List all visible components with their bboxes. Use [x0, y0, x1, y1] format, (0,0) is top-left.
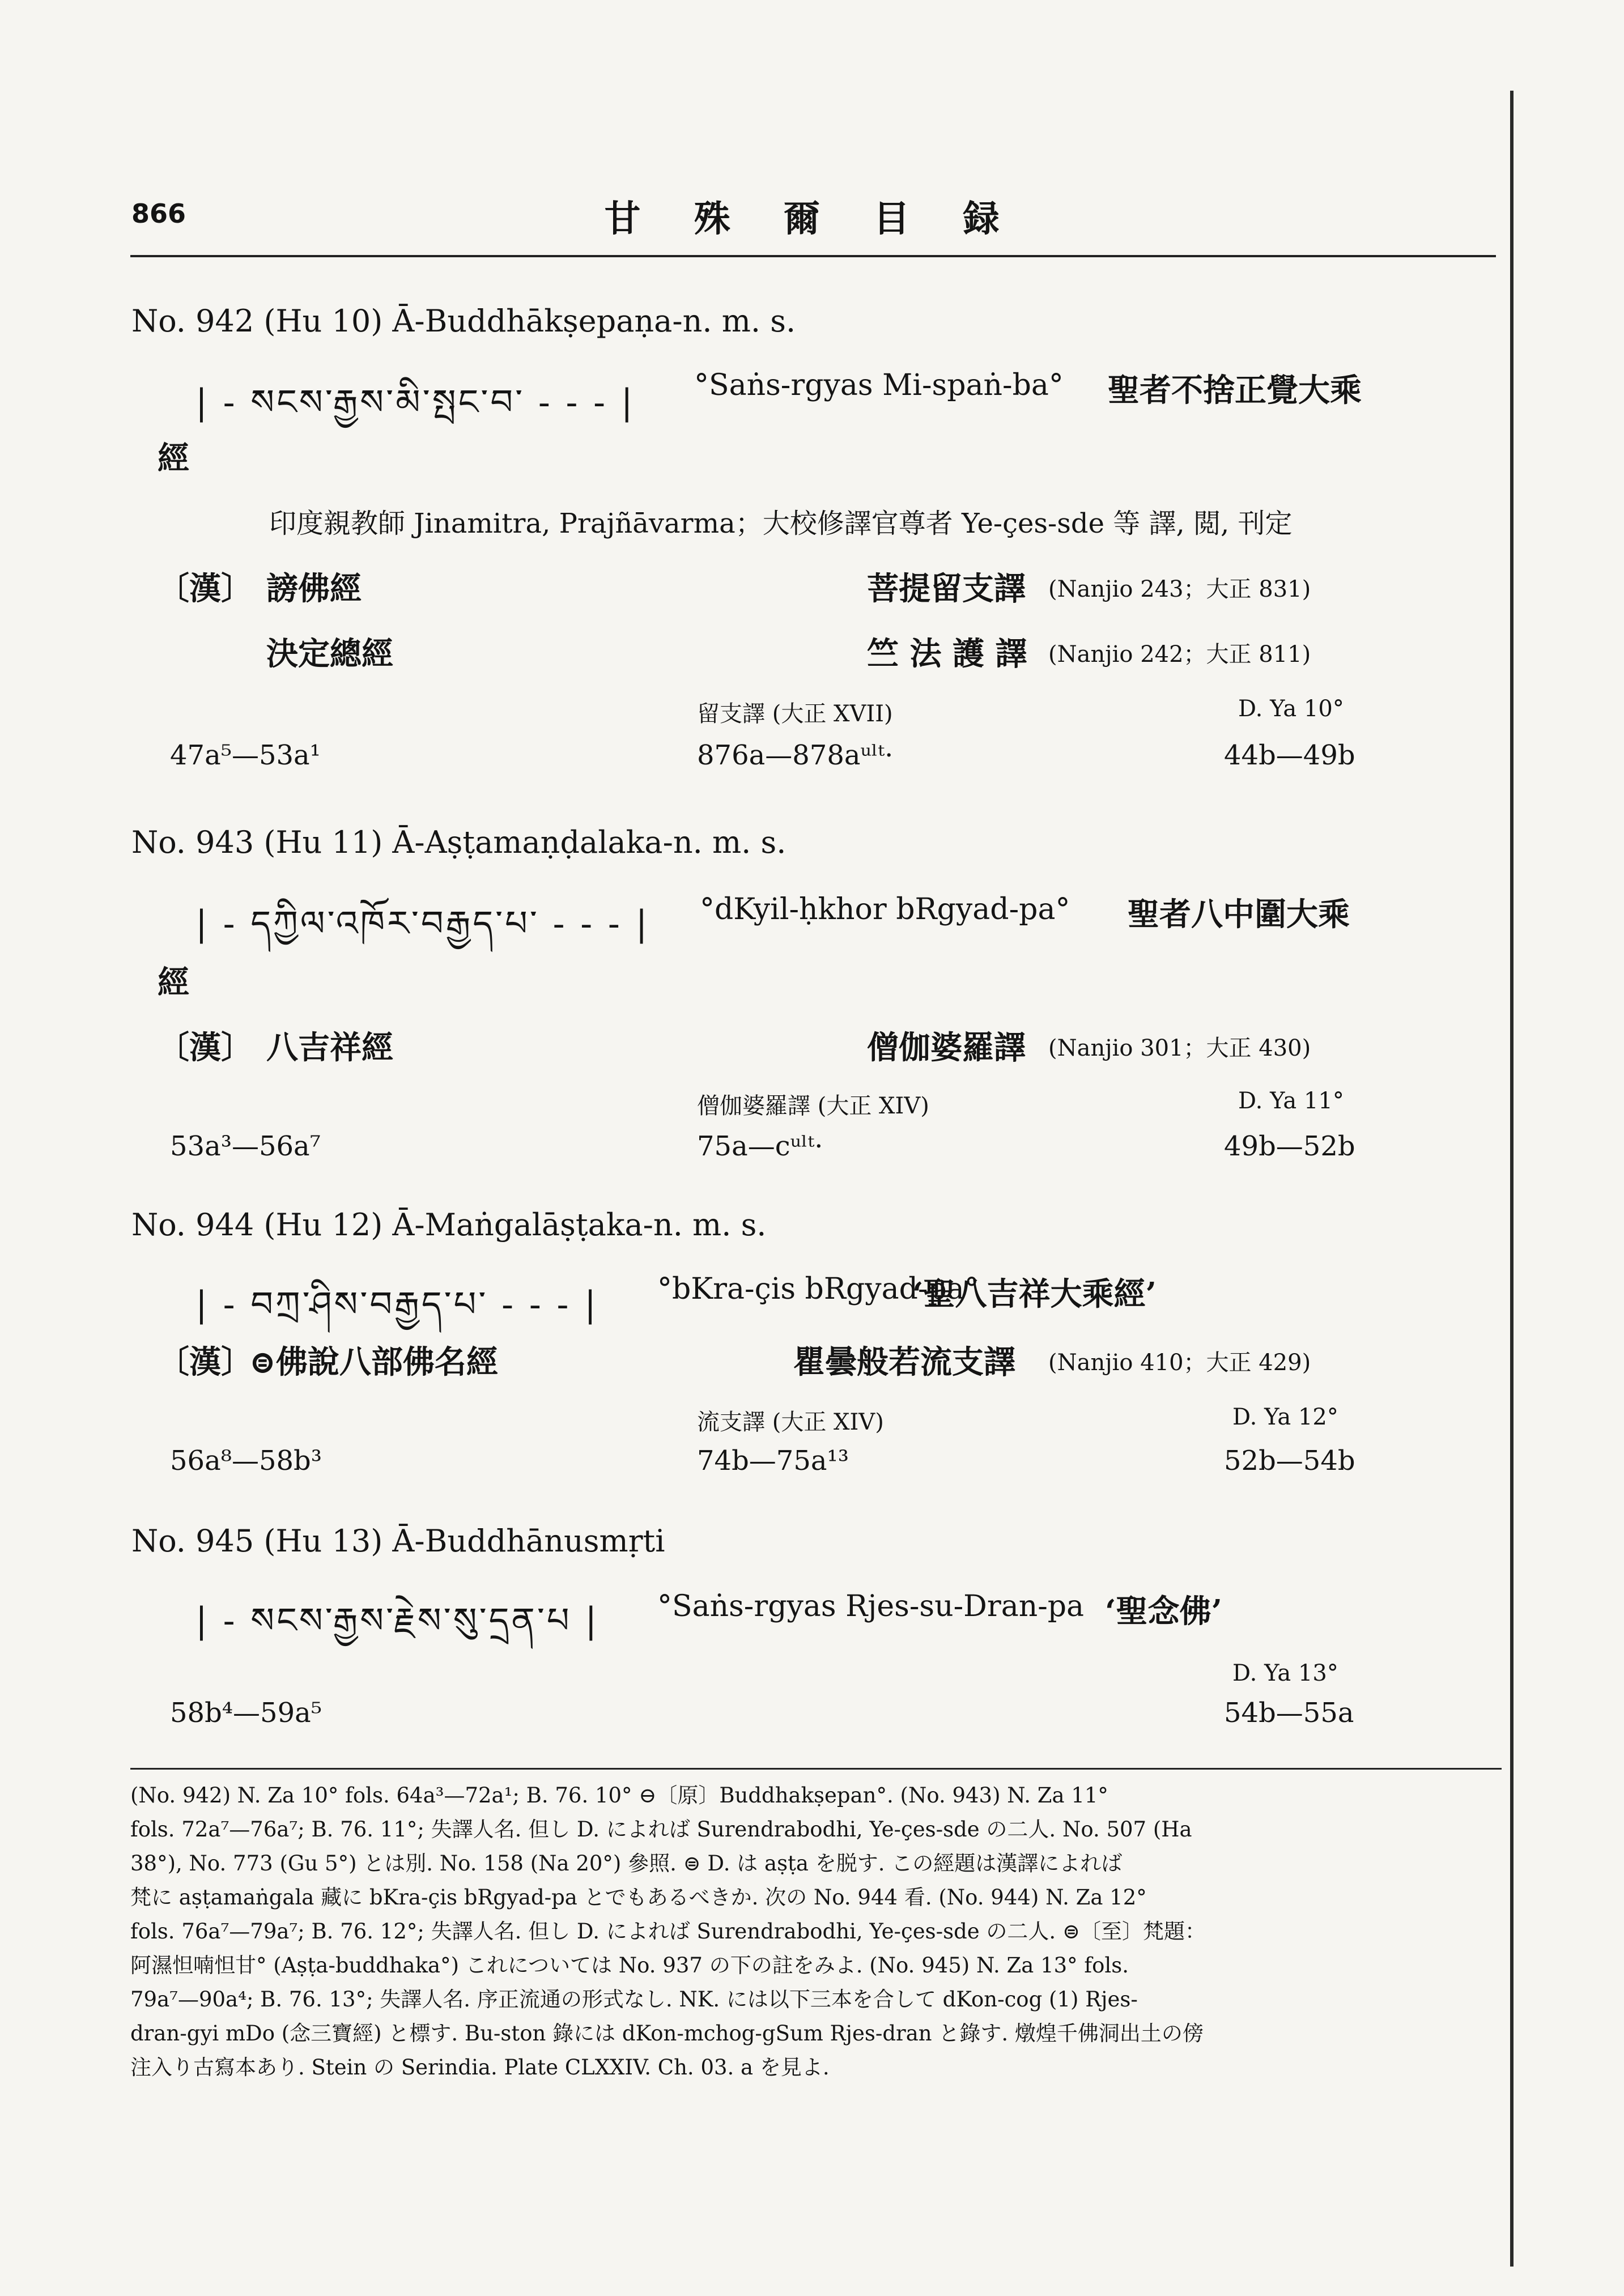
entry-942-translators: 印度親教師 Jinamitra, Prajñāvarma；大校修譯官尊者 Ye-çes-sde 等 譯, 閲, 刊定 [269, 508, 1293, 539]
footnote-line: 注入り古寫本あり. Stein の Serindia. Plate CLXXIV. Ch. 03. a を見よ. [130, 2055, 830, 2080]
footnote-line: 阿濕怛喃怛甘° (Aṣṭa-buddhaka°) これについては No. 937 の下の註をみよ. (No. 945) N. Za 13° fols. [130, 1953, 1129, 1978]
entry-945-heading: No. 945 (Hu 13) Ā-Buddhānusmṛti [131, 1523, 665, 1559]
entry-945-tibetan: | - སངས་རྒྱས་རྗེས་སུ་དྲན་པ | [195, 1600, 600, 1641]
entry-942-title-cjk: 聖者不捨正覺大乘 [1108, 372, 1362, 409]
entry-942-tibetan: | - སངས་རྒྱས་མི་སྤང་བ་ - - - | [195, 381, 635, 423]
entry-943-folio-taisho: 75a—cᵘˡᵗ· [697, 1130, 823, 1162]
entry-944-chinese-translator-1: 瞿曇般若流支譯 [793, 1343, 1015, 1381]
entry-942-taisho-vol: 留支譯 (大正 XVII) [697, 701, 893, 727]
entry-945-derge: D. Ya 13° [1232, 1660, 1338, 1686]
entry-943-tibetan: | - དཀྱིལ་འཁོར་བརྒྱད་པ་ - - - | [195, 903, 650, 944]
footnote-line: (No. 942) N. Za 10° fols. 64a³—72a¹; B. 76. 10° ⊖〔原〕Buddhakṣepan°. (No. 943) N. Za 11° [130, 1783, 1108, 1808]
footnote-line: dran-gyi mDo (念三寶經) と標す. Bu-ston 錄には dKon-mchog-gSum Rjes-dran と錄す. 燉煌千佛洞出土の傍 [130, 2021, 1204, 2046]
entry-942-folio-peking: 47a⁵—53a¹ [170, 739, 321, 771]
entry-942-title-cjk-cont: 經 [158, 440, 189, 477]
entry-944-taisho-vol: 流支譯 (大正 XIV) [697, 1409, 884, 1435]
footnote-line: 梵に aṣṭamaṅgala 藏に bKra-çis bRgyad-pa とでもあるべきか. 次の No. 944 看. (No. 944) N. Za 12° [130, 1885, 1147, 1910]
entry-944-translit: °bKra-çis bRgyad-pa° [657, 1272, 979, 1306]
footnote-rule [130, 1768, 1502, 1770]
entry-943-translit: °dKyil-ḥkhor bRgyad-pa° [700, 892, 1070, 926]
entry-943-folio-derge: 49b—52b [1224, 1130, 1355, 1162]
footnote-line: fols. 76a⁷—79a⁷; B. 76. 12°; 失譯人名. 但し D. によれば Surendrabodhi, Ye-çes-sde の二人. ⊜〔至〕梵題： [130, 1919, 1206, 1944]
entry-942-chinese-title-2: 決定總經 [266, 635, 393, 673]
entry-943-taisho-vol: 僧伽婆羅譯 (大正 XIV) [697, 1093, 929, 1119]
entry-945-folio-derge: 54b—55a [1224, 1697, 1354, 1729]
entry-942-chinese-ref-2: (Nanjio 242；大正 811) [1048, 641, 1311, 667]
entry-942-chinese-ref-1: (Nanjio 243；大正 831) [1048, 576, 1311, 602]
entry-942-chinese-translator-2: 竺 法 護 譯 [867, 635, 1027, 673]
footnote-line: 38°), No. 773 (Gu 5°) とは別. No. 158 (Na 20°) 參照. ⊜ D. は aṣṭa を脱す. この經題は漢譯によれば [130, 1851, 1123, 1876]
entry-943-chinese-ref-1: (Nanjio 301；大正 430) [1048, 1035, 1311, 1061]
entry-945-folio-peking: 58b⁴—59a⁵ [170, 1697, 322, 1729]
entry-944-folio-taisho: 74b—75a¹³ [697, 1445, 849, 1477]
page-edge-rule [1510, 91, 1514, 2267]
entry-944-folio-derge: 52b—54b [1224, 1445, 1355, 1477]
footnote-line: fols. 72a⁷—76a⁷; B. 76. 11°; 失譯人名. 但し D. によれば Surendrabodhi, Ye-çes-sde の二人. No. 507 (Ha [130, 1817, 1192, 1842]
header-rule [130, 255, 1496, 257]
footnote-line: 79a⁷—90a⁴; B. 76. 13°; 失譯人名. 序正流通の形式なし. NK. には以下三本を合して dKon-cog (1) Rjes- [130, 1987, 1138, 2012]
entry-943-chinese-title-1: 八吉祥經 [266, 1029, 393, 1066]
entry-945-title-cjk: ‘聖念佛’ [1105, 1593, 1222, 1630]
entry-943-title-cjk: 聖者八中圍大乘 [1128, 896, 1350, 933]
entry-942-translit: °Saṅs-rgyas Mi-spaṅ-ba° [694, 368, 1064, 402]
entry-942-chinese-translator-1: 菩提留支譯 [867, 570, 1026, 607]
entry-944-chinese-ref-1: (Nanjio 410；大正 429) [1048, 1350, 1311, 1376]
entry-944-chinese-title-1: ⊜佛說八部佛名經 [249, 1343, 498, 1381]
entry-943-chinese-translator-1: 僧伽婆羅譯 [867, 1029, 1026, 1066]
entry-943-folio-peking: 53a³—56a⁷ [170, 1130, 321, 1162]
entry-942-derge: D. Ya 10° [1238, 696, 1344, 722]
entry-944-han-label: 〔漢〕 [158, 1343, 253, 1381]
entry-942-chinese-title-1: 謗佛經 [266, 570, 362, 607]
entry-942-folio-taisho: 876a—878aᵘˡᵗ· [697, 739, 894, 771]
entry-944-folio-peking: 56a⁸—58b³ [170, 1445, 322, 1477]
entry-944-heading: No. 944 (Hu 12) Ā-Maṅgalāṣṭaka-n. m. s. [131, 1207, 767, 1243]
entry-942-folio-derge: 44b—49b [1224, 739, 1355, 771]
page-number: 866 [131, 198, 186, 229]
entry-943-heading: No. 943 (Hu 11) Ā-Aṣṭamaṇḍalaka-n. m. s. [131, 824, 787, 860]
entry-943-title-cjk-cont: 經 [158, 964, 189, 1001]
entry-943-derge: D. Ya 11° [1238, 1088, 1344, 1114]
entry-942-han-label: 〔漢〕 [158, 570, 253, 607]
entry-943-han-label: 〔漢〕 [158, 1029, 253, 1066]
entry-944-derge: D. Ya 12° [1232, 1404, 1338, 1430]
running-title: 甘 殊 爾 目 録 [604, 198, 1020, 240]
entry-944-title-cjk: ‘聖八吉祥大乘經’ [912, 1275, 1157, 1313]
entry-945-translit: °Saṅs-rgyas Rjes-su-Dran-pa [657, 1589, 1085, 1623]
entry-942-heading: No. 942 (Hu 10) Ā-Buddhākṣepaṇa-n. m. s. [131, 303, 796, 339]
entry-944-tibetan: | - བཀྲ་ཤིས་བརྒྱད་པ་ - - - | [195, 1283, 599, 1325]
